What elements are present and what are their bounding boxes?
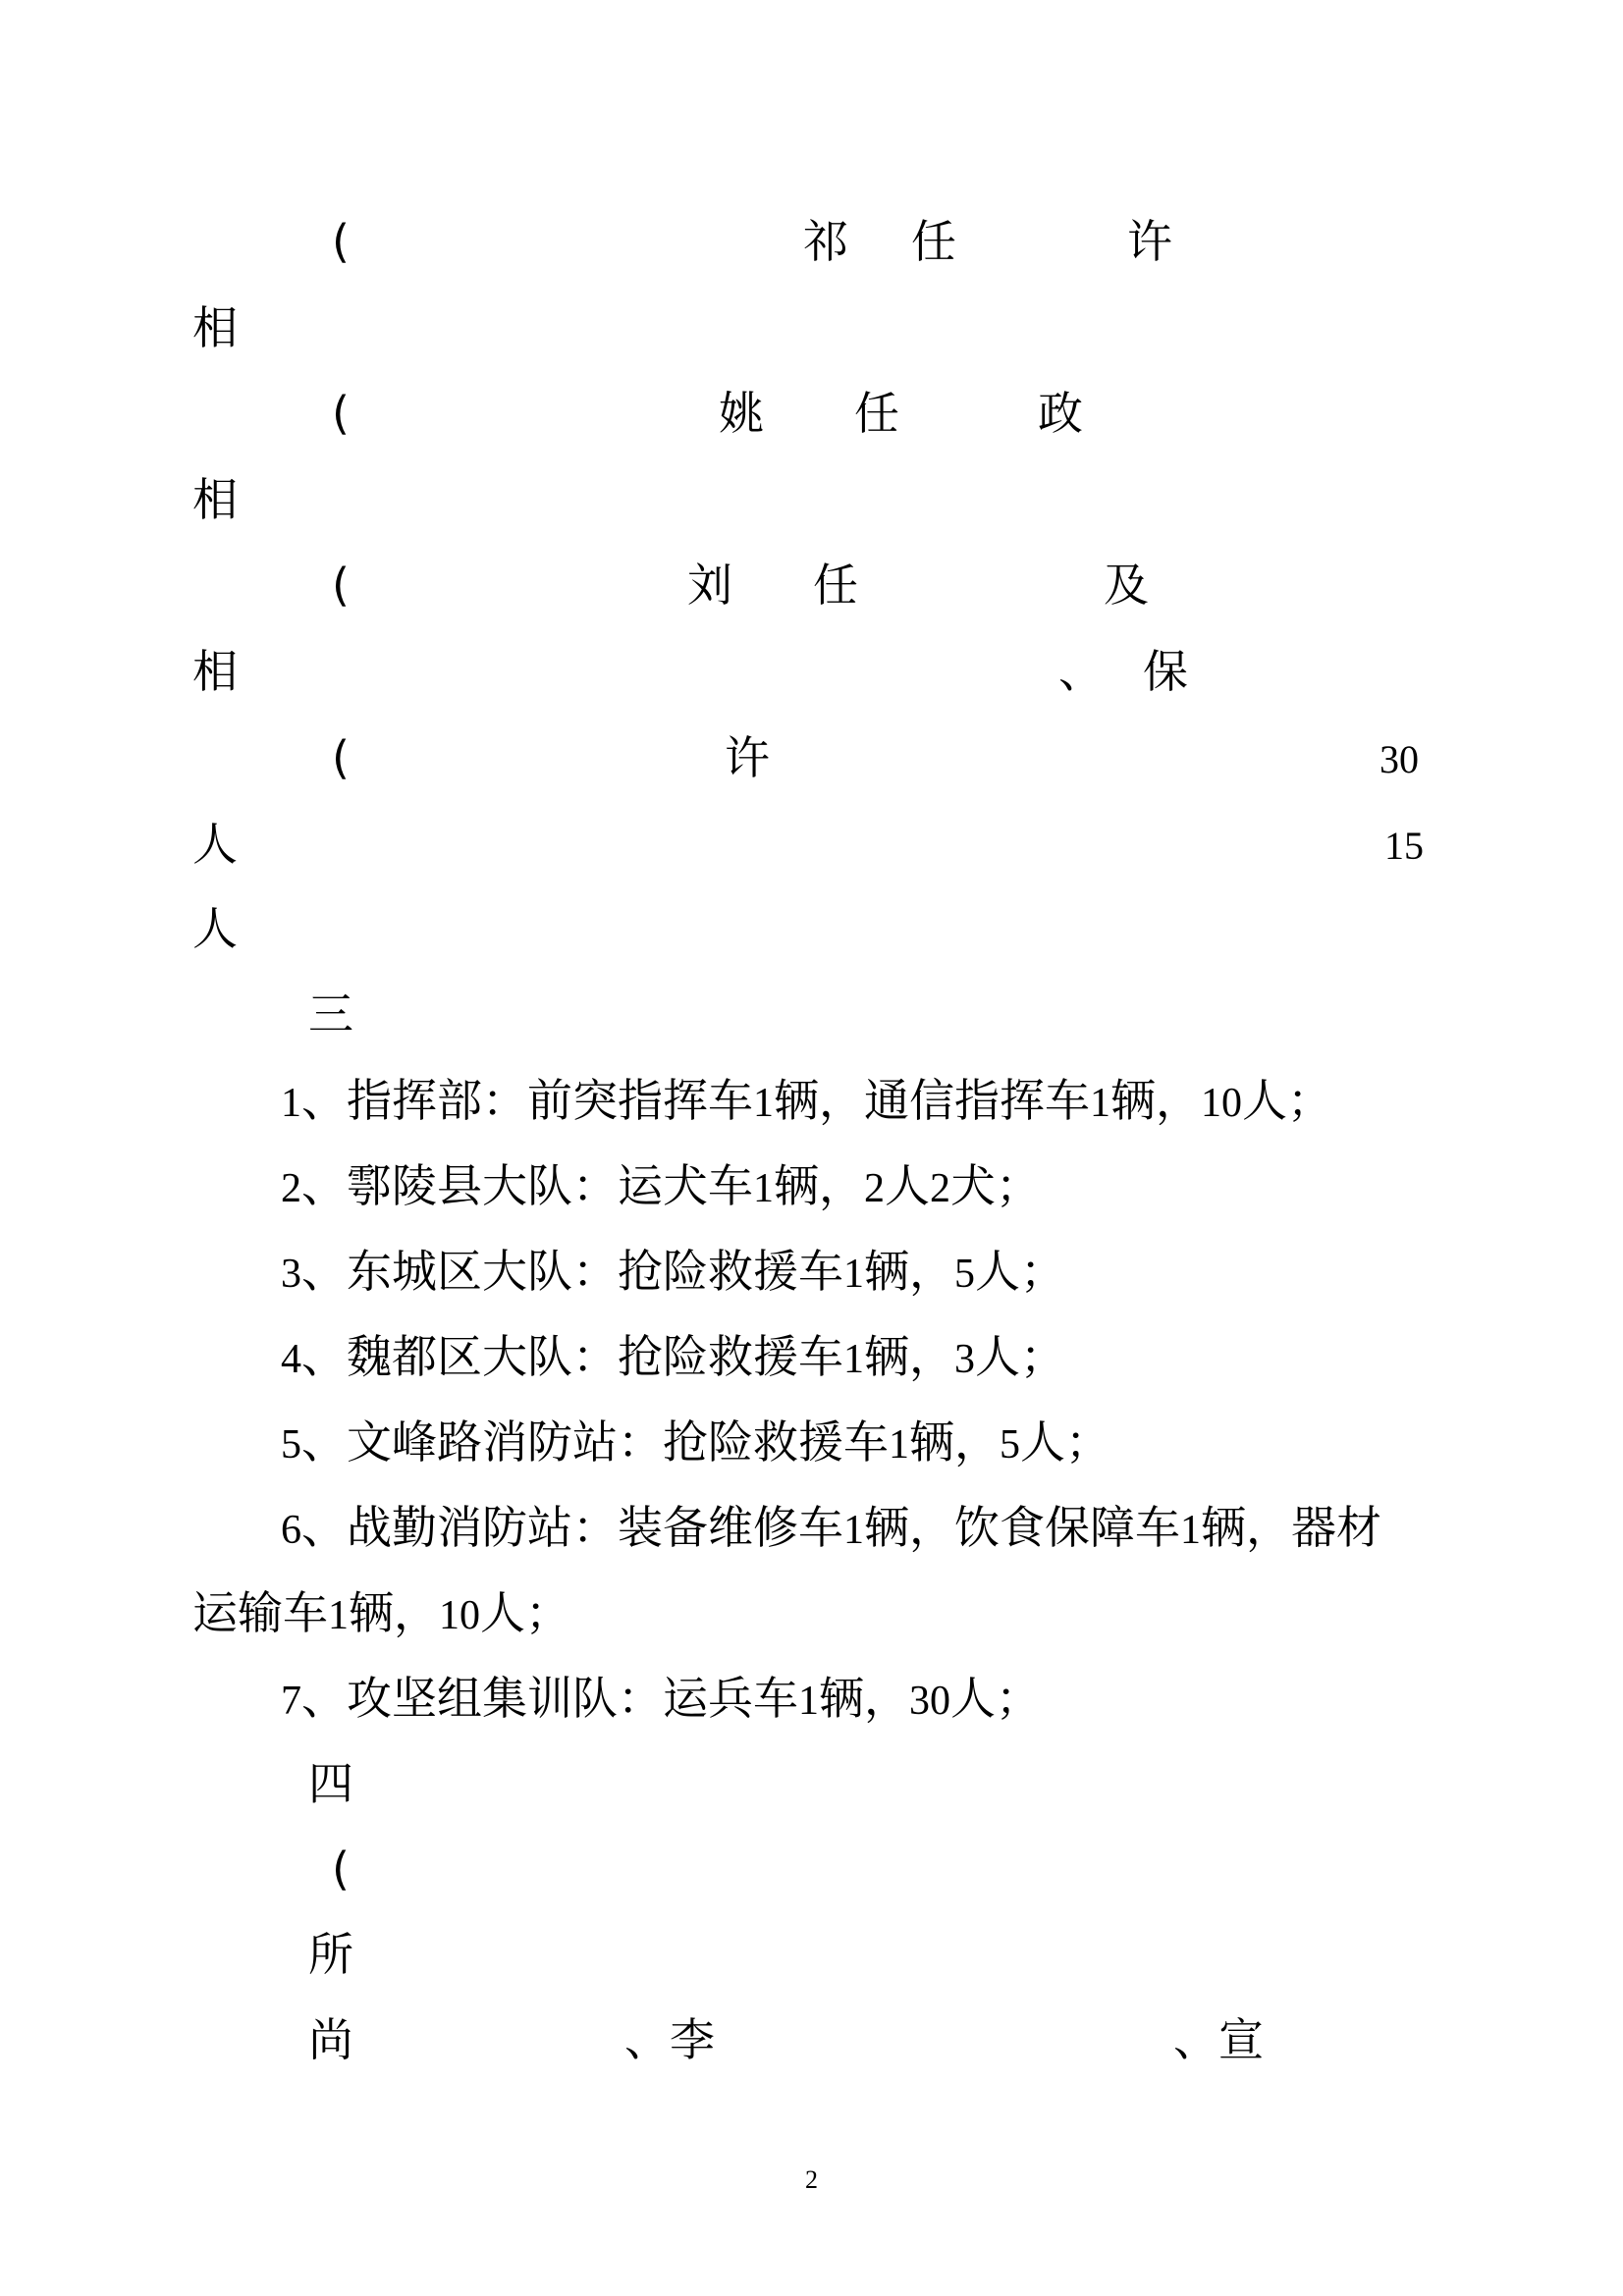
fragment-number: 15 [1384,824,1424,868]
fragment-text: 相 [192,301,238,354]
fragment-paren: ( [332,559,350,612]
fragment-text: 人 [192,902,238,955]
fragment-text: 、宣 [1173,2013,1264,2066]
fragment-number: 30 [1380,737,1419,781]
fragment-text: 祁 [803,215,848,268]
fragment-text: 许 [725,731,770,784]
list-item: 3、东城区大队：抢险救援车1辆，5人； [281,1245,1065,1298]
fragment-paren: ( [332,387,350,440]
fragment-paren: ( [332,215,350,268]
list-item: 2、鄠陵县大队：运犬车1辆，2人2犬； [281,1159,1041,1212]
fragment-text: 相 [192,645,238,698]
fragment-paren: ( [332,1842,350,1896]
list-item-continuation: 运输车1辆，10人； [192,1586,570,1639]
list-item: 7、攻坚组集训队：运兵车1辆，30人； [281,1672,1041,1725]
fragment-text: 、李 [624,2013,715,2066]
list-item: 1、指挥部：前突指挥车1辆，通信指挥车1辆，10人； [281,1074,1332,1127]
fragment-text: 任 [813,559,858,612]
fragment-text: 政 [1038,387,1083,440]
fragment-text: 许 [1127,215,1172,268]
fragment-text: 保 [1143,645,1188,698]
fragment-text: 、 [1058,645,1104,698]
list-item: 4、魏都区大队：抢险救援车1辆，3人； [281,1330,1065,1383]
fragment-paren: ( [332,731,350,784]
fragment-text: 所 [308,1928,353,1981]
fragment-text: 姚 [719,387,764,440]
fragment-text: 人 [192,818,238,871]
fragment-text: 刘 [687,559,732,612]
fragment-text: 及 [1104,559,1149,612]
section-heading-4: 四 [308,1757,353,1810]
section-heading-3: 三 [308,988,353,1041]
fragment-text: 任 [911,215,956,268]
list-item: 6、战勤消防站：装备维修车1辆，饮食保障车1辆，器材 [281,1501,1381,1554]
fragment-text: 任 [854,387,899,440]
fragment-text: 相 [192,473,238,526]
page-number: 2 [805,2165,818,2194]
fragment-text: 尚 [308,2013,353,2066]
list-item: 5、文峰路消防站：抢险救援车1辆，5人； [281,1415,1110,1468]
